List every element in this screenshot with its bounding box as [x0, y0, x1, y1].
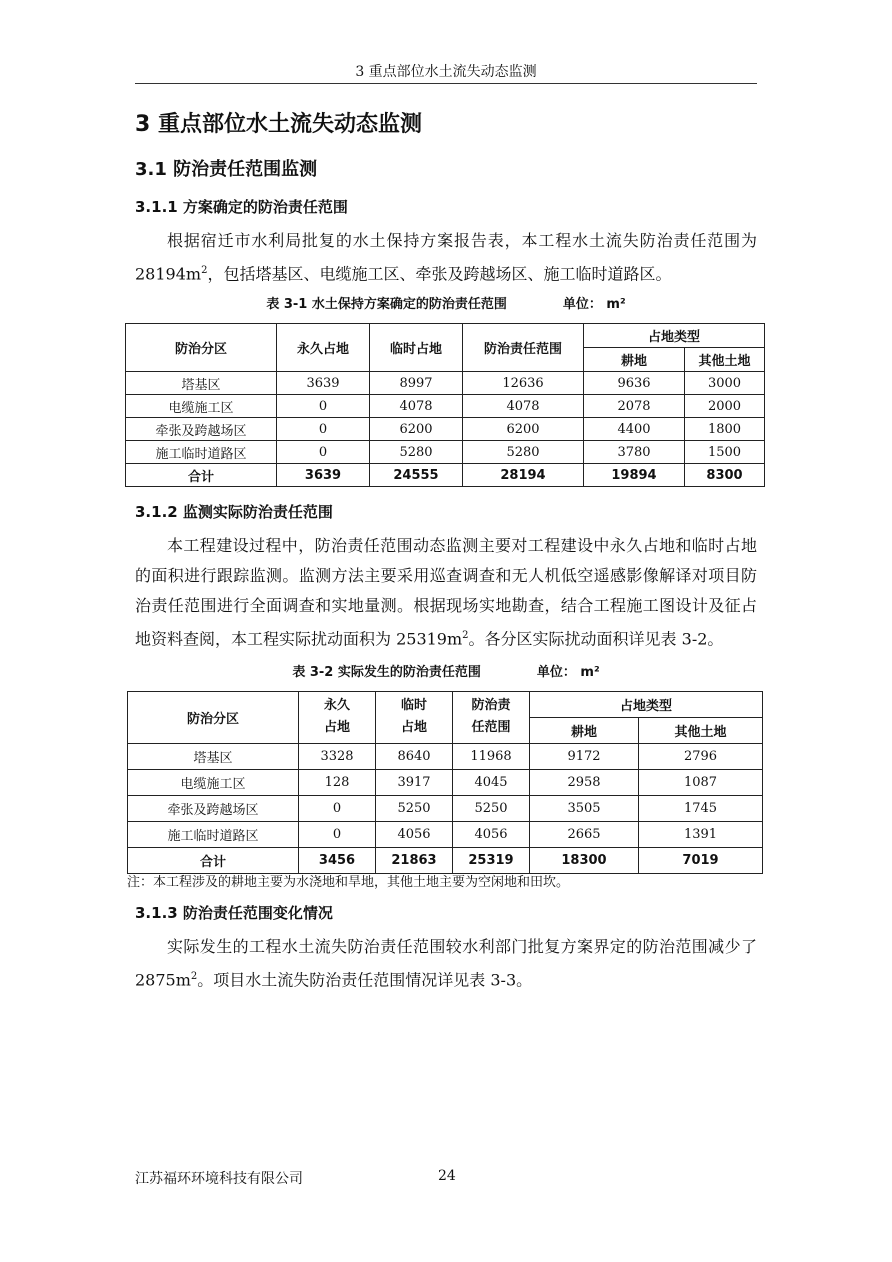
table2-note: 注：本工程涉及的耕地主要为水浇地和旱地，其他土地主要为空闲地和田坎。 [127, 874, 570, 890]
table-row: 塔基区 3639 8997 12636 9636 3000 [126, 372, 765, 395]
table1-header-temporary: 临时占地 [370, 324, 463, 372]
footer-company: 江苏福环环境科技有限公司 [135, 1171, 303, 1187]
chapter-title: 3 重点部位水土流失动态监测 [135, 112, 422, 137]
table2 [127, 691, 763, 874]
table-row: 电缆施工区 0 4078 4078 2078 2000 [126, 395, 765, 418]
table2-header-permanent: 永久 占地 [299, 691, 376, 743]
table-row: 电缆施工区 128 3917 4045 2958 1087 [128, 769, 763, 795]
table-total-row: 合计 3456 21863 25319 18300 7019 [128, 847, 763, 873]
table1-header-other: 其他土地 [685, 348, 765, 372]
paragraph-312: 本工程建设过程中，防治责任范围动态监测主要对工程建设中永久占地和临时占地的面积进行跟踪监测。监测方法主要采用巡查调查和无人机低空遥感影像解译对项目防治责任范围进行全面调查和实地量测。根据现场实地勘查，结合工程施工图设计及征占地资料查阅，本工程实际扰动面积为 $25319m^2$。各分区实际扰动面积详见表 3-2。 [135, 536, 757, 649]
table2-caption [135, 663, 757, 683]
page-content [127, 108, 757, 995]
paragraph-313: 实际发生的工程水土流失防治责任范围较水利部门批复方案界定的防治范围减少了 $2875m^2$。项目水土流失防治责任范围情况详见表 3-3。 [135, 936, 757, 989]
table2-header-temporary: 临时 占地 [376, 691, 453, 743]
table2-caption-text: 表 3-2 实际发生的防治责任范围 [292, 664, 481, 680]
page-number: 24 [438, 1168, 456, 1184]
subsection-title-311: 3.1.1 方案确定的防治责任范围 [135, 198, 348, 216]
subsection-title-312: 3.1.2 监测实际防治责任范围 [135, 503, 333, 522]
table1-unit: 单位： m² [562, 297, 626, 313]
table1-caption [135, 295, 757, 315]
running-header: 3 重点部位水土流失动态监测 [355, 64, 537, 80]
table1-caption-text: 表 3-1 水土保持方案确定的防治责任范围 [266, 297, 507, 313]
header-rule [135, 83, 757, 84]
table1-header-permanent: 永久占地 [277, 324, 370, 372]
table-total-row: 合计 3639 24555 28194 19894 8300 [126, 464, 765, 487]
table2-header-responsibility: 防治责 任范围 [453, 691, 530, 743]
table1 [125, 323, 765, 487]
table-row: 牵张及跨越场区 0 5250 5250 3505 1745 [128, 795, 763, 821]
section-title: 3.1 防治责任范围监测 [135, 159, 318, 180]
table2-unit: 单位： m² [536, 664, 600, 680]
table2-header-other: 其他土地 [639, 717, 763, 743]
subsection-title-313: 3.1.3 防治责任范围变化情况 [135, 903, 333, 922]
table1-header-farmland: 耕地 [584, 348, 685, 372]
table2-header-landtype: 占地类型 [530, 691, 763, 717]
table2-header-farmland: 耕地 [530, 717, 639, 743]
table2-header-zone: 防治分区 [128, 691, 299, 743]
table-row: 塔基区 3328 8640 11968 9172 2796 [128, 743, 763, 769]
table-row: 施工临时道路区 0 4056 4056 2665 1391 [128, 821, 763, 847]
table1-header-responsibility: 防治责任范围 [463, 324, 584, 372]
table1-header-zone: 防治分区 [126, 324, 277, 372]
paragraph-311: 根据宿迁市水利局批复的水土保持方案报告表，本工程水土流失防治责任范围为 $28194m^2$，包括塔基区、电缆施工区、牵张及跨越场区、施工临时道路区。 [135, 231, 757, 284]
table-row: 牵张及跨越场区 0 6200 6200 4400 1800 [126, 418, 765, 441]
table1-header-landtype: 占地类型 [584, 324, 765, 348]
table-row: 施工临时道路区 0 5280 5280 3780 1500 [126, 441, 765, 464]
